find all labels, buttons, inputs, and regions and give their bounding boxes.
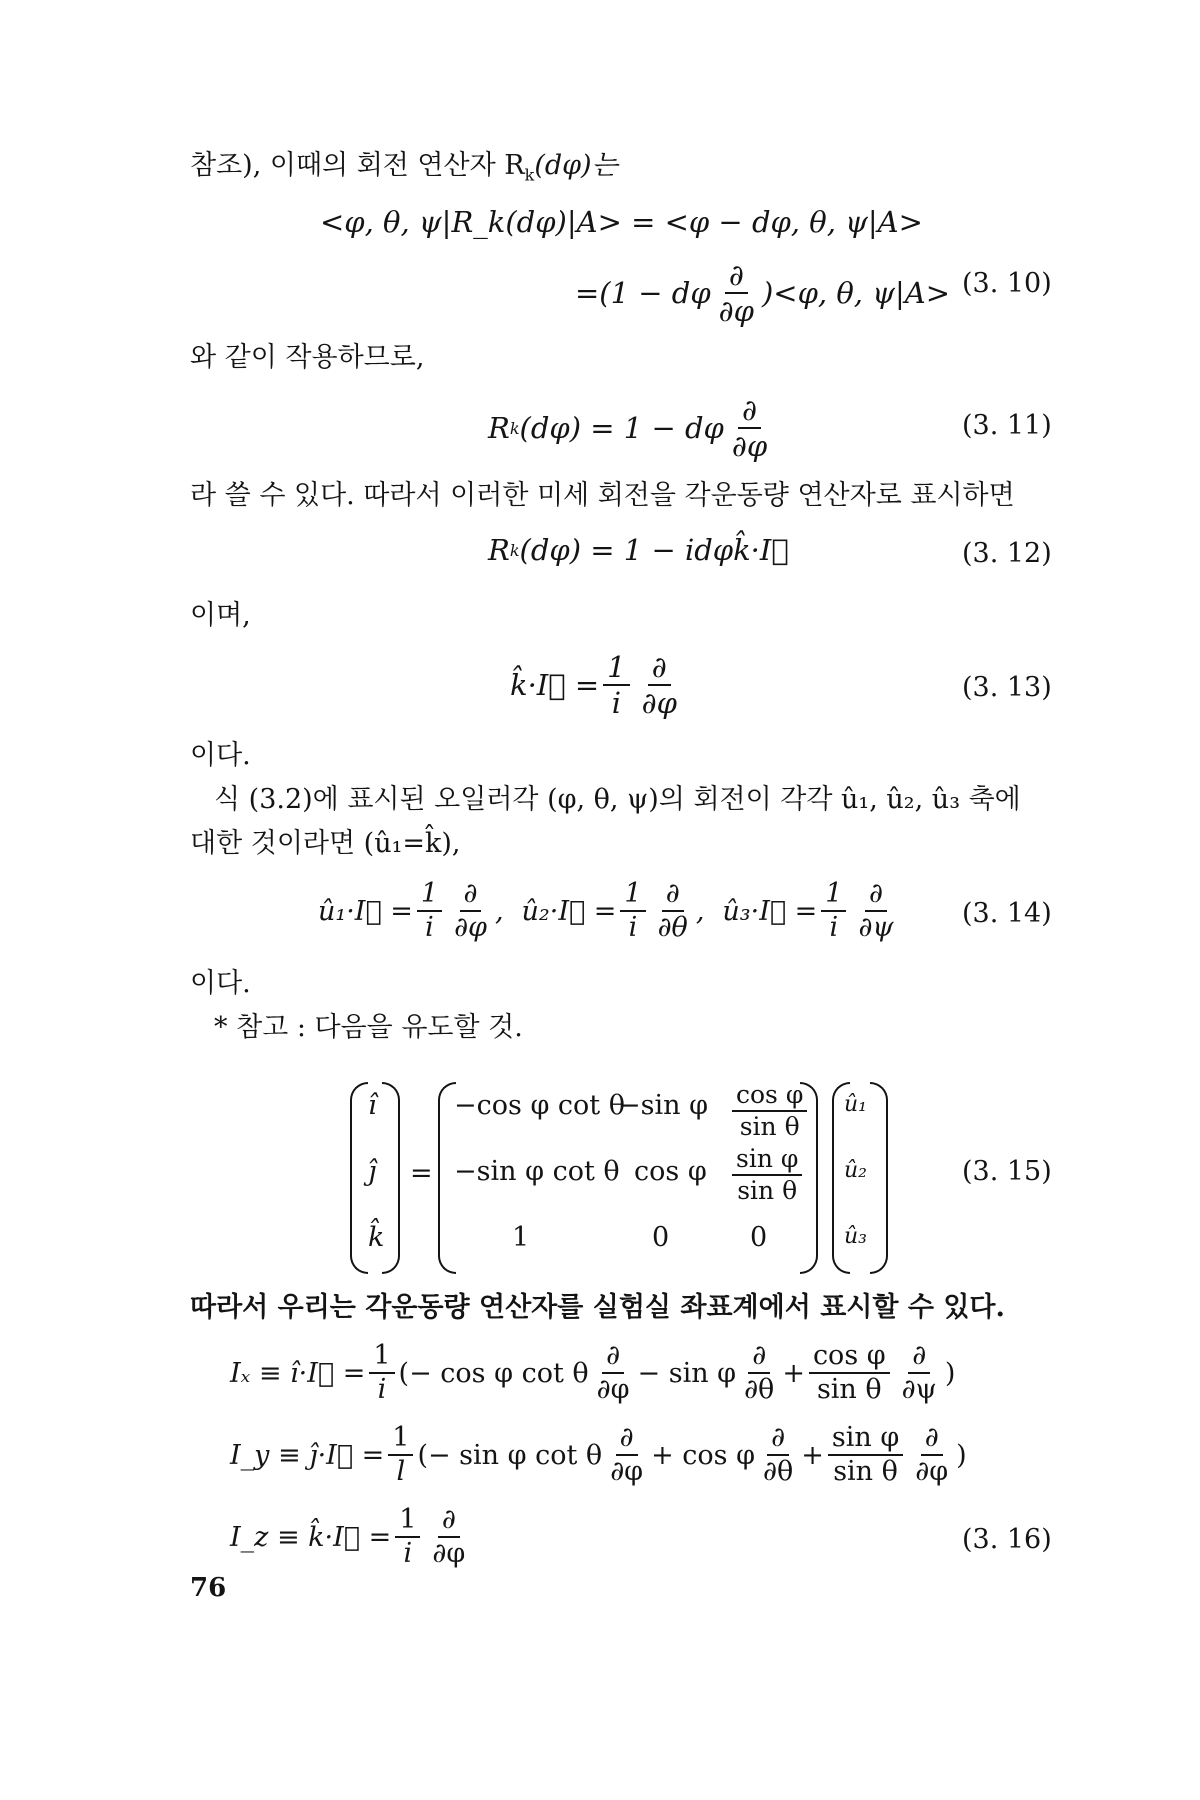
subscript-k: k <box>524 165 535 185</box>
equals-sign: = <box>410 1158 433 1189</box>
left-vector <box>350 1082 400 1270</box>
fraction-numerator: ∂ <box>648 652 671 686</box>
page-number: 76 <box>190 1573 227 1603</box>
right-paren <box>382 1082 400 1274</box>
fraction-denominator: l <box>396 1456 406 1488</box>
fraction-denominator: i <box>829 912 839 944</box>
vector-u1-hat: û₁ <box>844 1092 867 1117</box>
right-vector <box>832 1082 888 1270</box>
equation-text: I_y ≡ ĵ·I⃗ = <box>230 1439 385 1471</box>
equation-3-12 <box>488 533 789 567</box>
equation-3-10-line2 <box>575 260 950 327</box>
equation-text: <φ, θ, ψ|R_k(dφ)|A> = <φ − dφ, θ, ψ|A> <box>320 205 923 239</box>
matrix-cell: −sin φ cot θ <box>454 1156 620 1187</box>
fraction-denominator: ∂φ <box>731 429 768 464</box>
equation-text: Iₓ ≡ î·I⃗ = <box>230 1357 366 1389</box>
equation-3-16-x <box>230 1342 955 1405</box>
fraction-numerator: 1 <box>388 1424 413 1456</box>
matrix-cell: 0 <box>750 1222 768 1253</box>
partial-phi-fraction <box>638 652 681 719</box>
fraction-denominator: ∂φ <box>915 1456 949 1488</box>
equation-number-3-10: (3. 10) <box>962 268 1052 299</box>
equation-text: , <box>695 895 705 927</box>
equation-text: − sin φ <box>637 1357 737 1389</box>
fraction-numerator: ∂ <box>725 260 748 294</box>
fraction-numerator: ∂ <box>767 1424 789 1456</box>
equation-text: )<φ, θ, ψ|A> <box>761 276 950 311</box>
one-over-i-fraction <box>395 1506 420 1569</box>
matrix-cell: 1 <box>512 1222 530 1253</box>
equation-text: R <box>488 411 510 446</box>
equation-number-3-12: (3. 12) <box>962 538 1052 569</box>
fraction-denominator: sin θ <box>816 1374 882 1406</box>
fraction-numerator: ∂ <box>602 1342 624 1374</box>
text-line-4: 이며, <box>190 600 251 631</box>
equation-text: + <box>782 1357 805 1389</box>
partial-psi-fraction <box>898 1342 941 1405</box>
fraction-numerator: 1 <box>395 1506 420 1538</box>
fraction-numerator: sin φ <box>828 1424 903 1456</box>
text-line-8: 이다. <box>190 968 251 999</box>
equation-number-3-13: (3. 13) <box>962 672 1052 703</box>
left-paren <box>350 1082 368 1274</box>
equation-3-16-z <box>230 1506 473 1569</box>
equation-text: + cos φ <box>651 1439 756 1471</box>
partial-phi-fraction <box>715 260 758 327</box>
fraction-denominator: ∂φ <box>596 1374 630 1406</box>
partial-phi-fraction <box>428 1506 469 1569</box>
vector-k-hat: k̂ <box>368 1222 385 1253</box>
fraction-denominator: i <box>628 912 638 944</box>
matrix-cell-fraction <box>728 1146 806 1205</box>
fraction-numerator: ∂ <box>921 1424 943 1456</box>
equation-text: (dφ) = 1 − idφk̂·I⃗ <box>519 533 789 567</box>
text-line-2: 와 같이 작용하므로, <box>190 342 425 373</box>
partial-theta-fraction <box>654 880 692 943</box>
fraction-numerator: 1 <box>821 880 846 912</box>
partial-theta-fraction <box>759 1424 797 1487</box>
equation-text: û₁·I⃗ = <box>318 895 413 927</box>
fraction-denominator: ∂φ <box>432 1538 466 1570</box>
equation-number-3-15: (3. 15) <box>962 1156 1052 1187</box>
fraction-denominator: ∂θ <box>657 912 688 944</box>
fraction-denominator: ∂φ <box>454 912 487 944</box>
fraction-numerator: 1 <box>369 1342 394 1374</box>
matrix-cell-fraction <box>728 1082 811 1141</box>
matrix-cell: −sin φ <box>618 1090 708 1121</box>
fraction-numerator: 1 <box>620 880 645 912</box>
partial-phi-fraction <box>728 395 771 462</box>
one-over-i-fraction <box>620 880 645 943</box>
equation-number-3-16: (3. 16) <box>962 1524 1052 1555</box>
text-line-10: 따라서 우리는 각운동량 연산자를 실험실 좌표계에서 표시할 수 있다. <box>190 1292 1005 1323</box>
equation-text: (− sin φ cot θ <box>417 1439 603 1471</box>
fraction-denominator: i <box>611 686 622 721</box>
one-over-l-fraction <box>388 1424 413 1487</box>
fraction-denominator: sin θ <box>833 1456 898 1488</box>
fraction-numerator: ∂ <box>908 1342 930 1374</box>
rotation-matrix <box>438 1082 818 1270</box>
matrix-cell: cos φ <box>634 1156 707 1187</box>
equation-text: û₃·I⃗ = <box>722 895 818 927</box>
text-fragment: 참조), 이때의 회전 연산자 R <box>190 150 525 181</box>
equation-3-11 <box>488 395 775 462</box>
text-fragment: (dφ)는 <box>534 150 618 181</box>
equation-3-13 <box>510 652 685 719</box>
fraction-numerator: ∂ <box>460 880 482 912</box>
fraction-numerator: sin φ <box>732 1146 802 1176</box>
partial-phi-fraction <box>606 1424 647 1487</box>
sin-over-sin-fraction <box>828 1424 903 1487</box>
equation-text: (dφ) = 1 − dφ <box>519 411 724 446</box>
fraction-numerator: ∂ <box>748 1342 770 1374</box>
partial-theta-fraction <box>740 1342 778 1405</box>
text-line-6: 식 (3.2)에 표시된 오일러각 (φ, θ, ψ)의 회전이 각각 û₁, û₂, û₃ 축에 <box>214 784 1021 815</box>
one-over-i-fraction <box>821 880 846 943</box>
fraction-numerator: ∂ <box>438 1506 460 1538</box>
equation-3-16-y <box>230 1424 967 1487</box>
cos-over-sin-fraction <box>809 1342 890 1405</box>
fraction-numerator: ∂ <box>738 395 761 429</box>
text-line-9: * 참고 : 다음을 유도할 것. <box>214 1012 523 1043</box>
equation-text: + <box>801 1439 824 1471</box>
fraction-numerator: ∂ <box>865 880 887 912</box>
fraction-denominator: sin θ <box>739 1112 800 1142</box>
equation-number-3-14: (3. 14) <box>962 898 1052 929</box>
fraction-denominator: i <box>377 1374 387 1406</box>
partial-psi-fraction <box>854 880 897 943</box>
equation-text: , <box>494 895 504 927</box>
fraction-numerator: 1 <box>603 652 629 686</box>
matrix-cell: 0 <box>652 1222 670 1253</box>
equation-text: =(1 − dφ <box>575 276 711 311</box>
subscript-k: k <box>509 540 520 560</box>
equation-3-14 <box>318 880 902 943</box>
fraction-denominator: ∂φ <box>718 294 754 329</box>
partial-phi-fraction <box>450 880 491 943</box>
equation-text: ) <box>956 1439 967 1471</box>
one-over-i-fraction <box>603 652 629 719</box>
partial-phi-fraction <box>911 1424 952 1487</box>
partial-phi-fraction <box>593 1342 634 1405</box>
equation-number-3-11: (3. 11) <box>962 410 1052 441</box>
one-over-i-fraction <box>417 880 442 943</box>
equation-text: (− cos φ cot θ <box>398 1357 589 1389</box>
fraction-denominator: i <box>425 912 434 944</box>
fraction-denominator: ∂θ <box>763 1456 794 1488</box>
text-line-5: 이다. <box>190 740 251 771</box>
fraction-numerator: cos φ <box>732 1082 807 1112</box>
equation-text: R <box>488 533 510 567</box>
vector-i-hat: î <box>368 1090 377 1121</box>
fraction-denominator: ∂ψ <box>858 912 894 944</box>
fraction-denominator: sin θ <box>737 1176 798 1206</box>
equation-text: I_z ≡ k̂·I⃗ = <box>230 1521 392 1553</box>
fraction-numerator: ∂ <box>662 880 684 912</box>
right-paren <box>870 1082 888 1274</box>
vector-u3-hat: û₃ <box>844 1224 867 1249</box>
fraction-denominator: ∂θ <box>744 1374 775 1406</box>
fraction-numerator: ∂ <box>616 1424 638 1456</box>
fraction-numerator: cos φ <box>809 1342 890 1374</box>
equation-text: û₂·I⃗ = <box>521 895 617 927</box>
fraction-numerator: 1 <box>417 880 442 912</box>
fraction-denominator: ∂φ <box>641 686 677 721</box>
equation-text: ) <box>944 1357 956 1389</box>
subscript-k: k <box>509 418 520 438</box>
equation-3-15-matrix <box>350 1082 910 1270</box>
equation-3-10-line1 <box>320 205 923 239</box>
fraction-denominator: i <box>403 1538 413 1570</box>
fraction-denominator: ∂ψ <box>901 1374 937 1406</box>
vector-u2-hat: û₂ <box>844 1158 867 1183</box>
equation-text: k̂·I⃗ = <box>510 668 600 703</box>
fraction-denominator: ∂φ <box>610 1456 644 1488</box>
matrix-cell: −cos φ cot θ <box>454 1090 625 1121</box>
text-line-7: 대한 것이라면 (û₁=k̂), <box>190 828 461 859</box>
vector-j-hat: ĵ <box>368 1156 377 1187</box>
text-line-3: 라 쓸 수 있다. 따라서 이러한 미세 회전을 각운동량 연산자로 표시하면 <box>190 480 1015 511</box>
text-line-1 <box>190 148 618 193</box>
one-over-i-fraction <box>369 1342 394 1405</box>
